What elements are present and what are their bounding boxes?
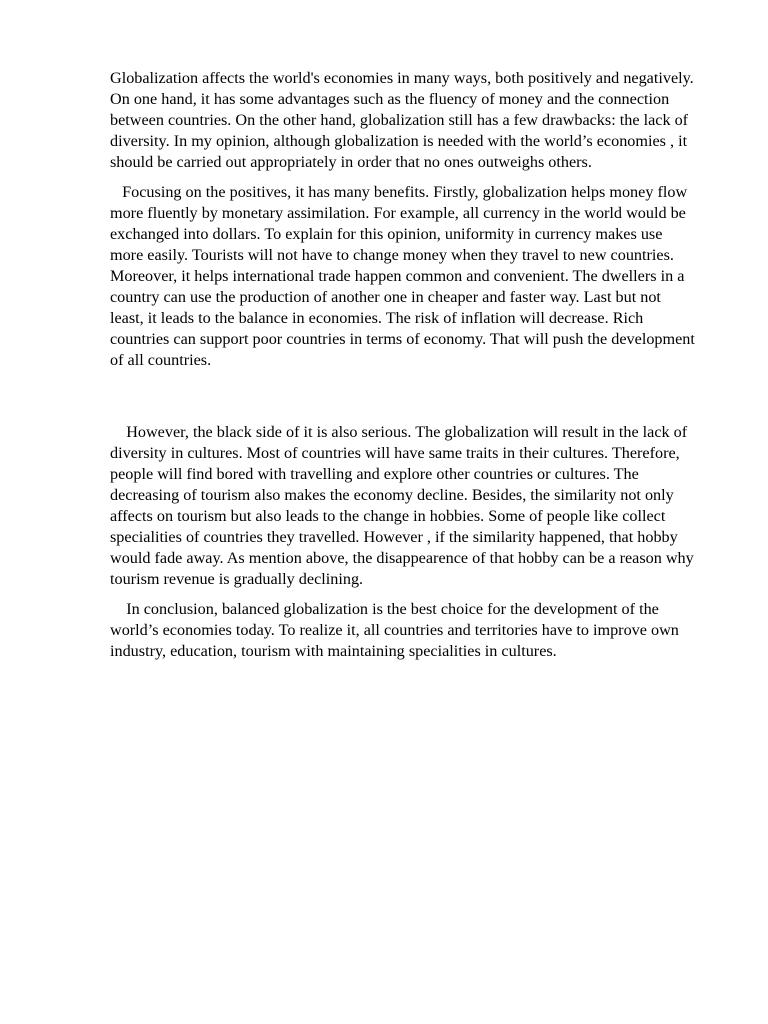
essay-body — [110, 68, 699, 662]
paragraph-negatives: However, the black side of it is also serious. The globalization will result in the lack of diversity in cultures. Most of countries will have same traits in their cultures. Therefore, people will find bored with travelling and explore other countries or cultures. The decreasing of tourism also makes the economy decline. Besides, the similarity not only affects on tourism but also leads to the change in hobbies. Some of people like collect specialities of countries they travelled. However , if the similarity happened, that hobby would fade away. As mention above, the disappearence of that hobby can be a reason why tourism revenue is gradually declining. — [110, 423, 698, 588]
paragraph-introduction: Globalization affects the world's economies in many ways, both positively and negatively. On one hand, it has some advantages such as the fluency of money and the connection between countries. On the other hand, globalization still has a few drawbacks: the lack of diversity. In my opinion, although globalization is needed with the world’s economies , it should be carried out appropriately in order that no ones outweighs others. — [110, 69, 698, 171]
paragraph-positives: Focusing on the positives, it has many benefits. Firstly, globalization helps money flow more fluently by monetary assimilation. For example, all currency in the world would be exchanged into dollars. To explain for this opinion, uniformity in currency makes use more easily. Tourists will not have to change money when they travel to new countries. Moreover, it helps international trade happen common and convenient. The dwellers in a country can use the production of another one in cheaper and faster way. Last but not least, it leads to the balance in economies. The risk of inflation will decrease. Rich countries can support poor countries in terms of economy. That will push the development of all countries. — [110, 183, 699, 369]
paragraph-conclusion: In conclusion, balanced globalization is the best choice for the development of the world’s economies today. To realize it, all countries and territories have to improve own industry, education, tourism with maintaining specialities in cultures. — [110, 600, 683, 660]
